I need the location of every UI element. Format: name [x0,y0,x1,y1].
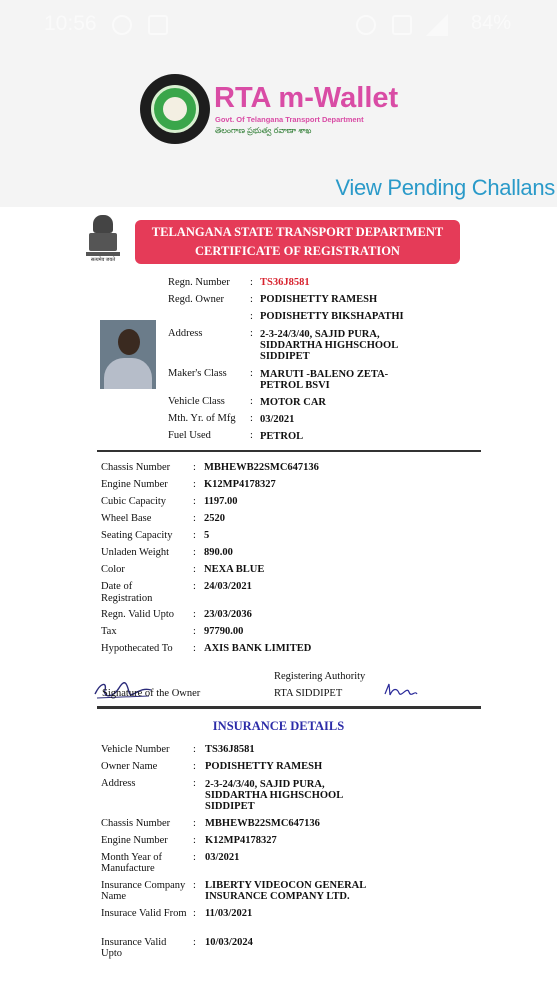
engine-number: K12MP4178327 [204,479,276,490]
regd-owner-relation: PODISHETTY BIKSHAPATHI [260,311,404,322]
mfg-month-year: 03/2021 [260,414,295,425]
field-label: Regn. Valid Upto [101,609,175,620]
certificate-banner [135,220,460,264]
logo-wheel-icon [140,74,210,144]
regn-number: TS36J8581 [260,277,310,288]
owner-address: 2-3-24/3/40, SAJID PURA, SIDDARTHA HIGHSCHOOL SIDDIPET [260,329,398,362]
status-bar [0,0,557,52]
view-pending-challans-link[interactable]: View Pending Challans [335,175,555,200]
brand-title: RTA m-Wallet [214,82,399,114]
insurance-title: INSURANCE DETAILS [212,719,345,733]
field-label: Color [101,564,125,575]
field-label: Engine Number [101,835,168,846]
fuel-used: PETROL [260,431,304,442]
date-of-registration: 24/03/2021 [204,581,252,592]
alarm-icon [356,15,376,35]
emblem-motto: सत्यमेव जयते [90,258,116,263]
ins-engine-number: K12MP4178327 [205,835,277,846]
ins-address: 2-3-24/3/40, SAJID PURA, SIDDARTHA HIGHSCHOOL SIDDIPET [205,779,343,812]
authority-signature-icon [383,682,419,698]
field-label: Fuel Used [168,430,211,441]
cubic-capacity: 1197.00 [204,496,238,507]
chassis-number: MBHEWB22SMC647136 [204,462,319,473]
hypothecated-to: AXIS BANK LIMITED [204,643,312,654]
ins-vehicle-number: TS36J8581 [205,744,255,755]
authority-name: RTA SIDDIPET [274,688,343,699]
ins-company-name: LIBERTY VIDEOCON GENERAL INSURANCE COMPANY LTD. [205,880,366,902]
owner-signature-label: Signature of the Owner [102,688,201,699]
signal-icon [426,14,448,36]
owner-photo [100,320,156,389]
ins-valid-from: 11/03/2021 [205,908,253,919]
field-label: Insurance Company Name [101,880,186,902]
ins-valid-upto: 10/03/2024 [205,937,253,948]
field-label: Date of Registration [101,581,153,604]
field-label: Address [101,778,136,789]
field-label: Cubic Capacity [101,496,167,507]
regn-valid-upto: 23/03/2036 [204,609,252,620]
field-label: Vehicle Number [101,744,170,755]
national-emblem-icon [86,215,120,265]
field-label: Vehicle Class [168,396,225,407]
registering-authority-label: Registering Authority [274,671,366,682]
field-label: Insurance Valid Upto [101,937,167,959]
field-label: Address [168,328,203,339]
unladen-weight: 890.00 [204,547,233,558]
field-label: Mth. Yr. of Mfg [168,413,236,424]
vibrate-icon [392,15,412,35]
field-label: Month Year of Manufacture [101,852,162,874]
field-label: Chassis Number [101,462,171,473]
ins-owner-name: PODISHETTY RAMESH [205,761,323,772]
field-label: Hypothecated To [101,643,173,654]
banner-title: TELANGANA STATE TRANSPORT DEPARTMENT [151,225,444,239]
gallery-icon [148,15,168,35]
brand-telugu: తెలంగాణ ప్రభుత్వ రవాణా శాఖ [215,126,312,135]
field-label: Regd. Owner [168,294,224,305]
ins-chassis-number: MBHEWB22SMC647136 [205,818,320,829]
regd-owner: PODISHETTY RAMESH [260,294,378,305]
field-label: Seating Capacity [101,530,173,541]
field-label: Maker's Class [168,368,227,379]
vehicle-class: MOTOR CAR [260,397,327,408]
field-label: Wheel Base [101,513,152,524]
field-label: Regn. Number [168,277,230,288]
battery-level: 84% [470,12,511,34]
app-header [0,0,557,207]
seating-capacity: 5 [204,530,210,541]
wheel-base: 2520 [204,513,225,524]
brand-subtitle: Govt. Of Telangana Transport Department [215,115,364,124]
vehicle-color: NEXA BLUE [204,564,265,575]
field-label: Engine Number [101,479,168,490]
ins-mfg-month-year: 03/2021 [205,852,240,863]
divider [97,450,481,452]
field-label: Tax [101,626,117,637]
field-label: Insurace Valid From [101,908,187,919]
makers-class: MARUTI -BALENO ZETA-PETROL BSVI [260,369,389,391]
status-time: 10:56 [44,12,97,35]
field-label: Chassis Number [101,818,171,829]
tax-amount: 97790.00 [204,626,244,637]
whatsapp-icon [112,15,132,35]
divider [97,706,481,709]
field-label: Owner Name [101,761,158,772]
field-label: Unladen Weight [101,547,170,558]
rta-logo [140,74,430,146]
banner-subtitle: CERTIFICATE OF REGISTRATION [195,244,400,258]
